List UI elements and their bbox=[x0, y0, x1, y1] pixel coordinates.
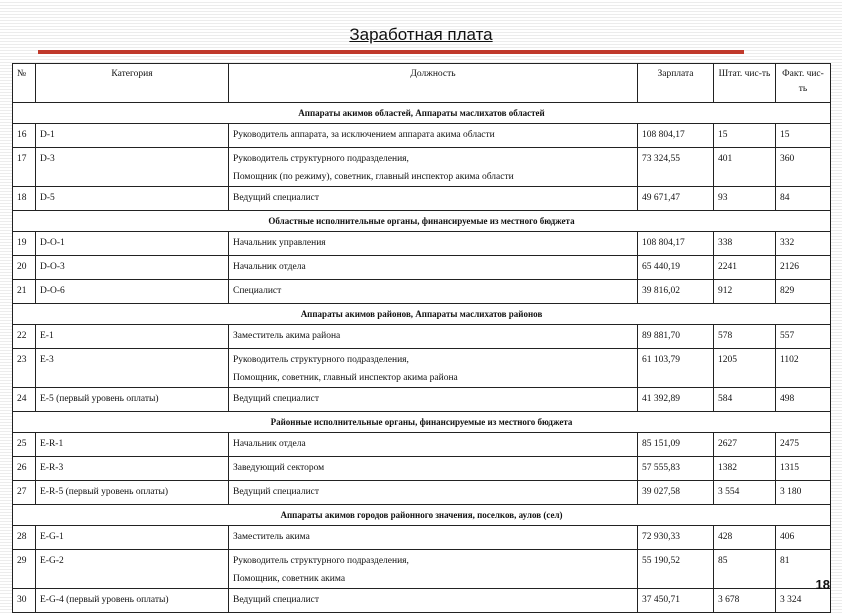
section-title: Аппараты акимов городов районного значения, поселков, аулов (сел) bbox=[13, 505, 831, 526]
row-category: E-R-3 bbox=[36, 457, 229, 481]
section-row bbox=[13, 412, 831, 433]
row-category: E-5 (первый уровень оплаты) bbox=[36, 388, 229, 412]
row-category: E-G-4 (первый уровень оплаты) bbox=[36, 589, 229, 613]
position-line: Заместитель акима bbox=[233, 532, 310, 542]
row-number: 21 bbox=[13, 280, 36, 304]
row-salary: 39 027,58 bbox=[638, 481, 714, 505]
position-line: Ведущий специалист bbox=[233, 193, 320, 203]
row-staff-count: 3 554 bbox=[714, 481, 776, 505]
row-actual-count: 360 bbox=[776, 148, 831, 187]
title-rule bbox=[38, 50, 744, 54]
row-category: D-O-6 bbox=[36, 280, 229, 304]
section-title: Аппараты акимов областей, Аппараты маслихатов областей bbox=[13, 103, 831, 124]
row-category: D-O-3 bbox=[36, 256, 229, 280]
section-title: Аппараты акимов районов, Аппараты маслихатов районов bbox=[13, 304, 831, 325]
row-position bbox=[229, 325, 638, 349]
row-staff-count: 1382 bbox=[714, 457, 776, 481]
table-row bbox=[13, 349, 831, 388]
row-number: 17 bbox=[13, 148, 36, 187]
row-salary: 39 816,02 bbox=[638, 280, 714, 304]
table-body bbox=[13, 103, 831, 613]
row-actual-count: 1315 bbox=[776, 457, 831, 481]
row-category: D-3 bbox=[36, 148, 229, 187]
position-line: Ведущий специалист bbox=[233, 394, 320, 404]
row-position bbox=[229, 481, 638, 505]
row-position bbox=[229, 187, 638, 211]
row-category: D-1 bbox=[36, 124, 229, 148]
row-salary: 89 881,70 bbox=[638, 325, 714, 349]
section-row bbox=[13, 505, 831, 526]
row-actual-count: 81 bbox=[776, 550, 831, 589]
table-row bbox=[13, 481, 831, 505]
row-position bbox=[229, 589, 638, 613]
row-staff-count: 2241 bbox=[714, 256, 776, 280]
row-salary: 108 804,17 bbox=[638, 232, 714, 256]
table-row bbox=[13, 148, 831, 187]
row-actual-count: 557 bbox=[776, 325, 831, 349]
position-line: Руководитель структурного подразделения, bbox=[233, 355, 409, 365]
row-actual-count: 3 324 bbox=[776, 589, 831, 613]
row-staff-count: 2627 bbox=[714, 433, 776, 457]
row-actual-count: 498 bbox=[776, 388, 831, 412]
table-row bbox=[13, 526, 831, 550]
row-staff-count: 85 bbox=[714, 550, 776, 589]
row-staff-count: 401 bbox=[714, 148, 776, 187]
row-salary: 57 555,83 bbox=[638, 457, 714, 481]
row-position bbox=[229, 256, 638, 280]
position-line: Специалист bbox=[233, 286, 282, 296]
row-staff-count: 912 bbox=[714, 280, 776, 304]
row-position bbox=[229, 550, 638, 589]
row-number: 28 bbox=[13, 526, 36, 550]
table-header-row bbox=[13, 64, 831, 103]
row-number: 29 bbox=[13, 550, 36, 589]
position-line: Заведующий сектором bbox=[233, 463, 325, 473]
row-category: D-5 bbox=[36, 187, 229, 211]
position-line: Помощник, советник акима bbox=[233, 574, 346, 584]
header-actual-count: Факт. чис-ть bbox=[776, 64, 831, 103]
row-staff-count: 338 bbox=[714, 232, 776, 256]
row-position bbox=[229, 280, 638, 304]
row-category: E-R-5 (первый уровень оплаты) bbox=[36, 481, 229, 505]
row-salary: 49 671,47 bbox=[638, 187, 714, 211]
position-line: Начальник отдела bbox=[233, 439, 306, 449]
row-number: 26 bbox=[13, 457, 36, 481]
table-row bbox=[13, 232, 831, 256]
table-row bbox=[13, 457, 831, 481]
row-category: E-G-1 bbox=[36, 526, 229, 550]
position-line: Ведущий специалист bbox=[233, 487, 320, 497]
header-category: Категория bbox=[36, 64, 229, 103]
section-row bbox=[13, 103, 831, 124]
row-position bbox=[229, 526, 638, 550]
row-number: 20 bbox=[13, 256, 36, 280]
position-line: Ведущий специалист bbox=[233, 595, 320, 605]
row-salary: 61 103,79 bbox=[638, 349, 714, 388]
position-line: Заместитель акима района bbox=[233, 331, 341, 341]
page-title: Заработная плата bbox=[349, 25, 493, 44]
row-number: 25 bbox=[13, 433, 36, 457]
table-row bbox=[13, 433, 831, 457]
header-salary: Зарплата bbox=[638, 64, 714, 103]
row-number: 18 bbox=[13, 187, 36, 211]
row-actual-count: 406 bbox=[776, 526, 831, 550]
row-position bbox=[229, 433, 638, 457]
row-actual-count: 829 bbox=[776, 280, 831, 304]
row-number: 30 bbox=[13, 589, 36, 613]
table-row bbox=[13, 325, 831, 349]
row-salary: 41 392,89 bbox=[638, 388, 714, 412]
row-salary: 37 450,71 bbox=[638, 589, 714, 613]
header-position: Должность bbox=[229, 64, 638, 103]
row-position bbox=[229, 349, 638, 388]
row-number: 23 bbox=[13, 349, 36, 388]
row-staff-count: 578 bbox=[714, 325, 776, 349]
row-position bbox=[229, 148, 638, 187]
salary-table bbox=[12, 63, 831, 613]
position-line: Начальник управления bbox=[233, 238, 326, 248]
row-position bbox=[229, 457, 638, 481]
row-staff-count: 584 bbox=[714, 388, 776, 412]
table-row bbox=[13, 124, 831, 148]
row-category: E-1 bbox=[36, 325, 229, 349]
header-number: № bbox=[13, 64, 36, 103]
row-salary: 65 440,19 bbox=[638, 256, 714, 280]
table-row bbox=[13, 589, 831, 613]
row-actual-count: 3 180 bbox=[776, 481, 831, 505]
position-line: Руководитель аппарата, за исключением аппарата акима области bbox=[233, 130, 495, 140]
table-row bbox=[13, 256, 831, 280]
row-salary: 85 151,09 bbox=[638, 433, 714, 457]
row-actual-count: 84 bbox=[776, 187, 831, 211]
table-row bbox=[13, 280, 831, 304]
header-staff-count: Штат. чис-ть bbox=[714, 64, 776, 103]
row-salary: 72 930,33 bbox=[638, 526, 714, 550]
page-number: 18 bbox=[815, 577, 830, 592]
position-line: Помощник, советник, главный инспектор акима района bbox=[233, 373, 458, 383]
row-position bbox=[229, 388, 638, 412]
row-salary: 55 190,52 bbox=[638, 550, 714, 589]
row-number: 16 bbox=[13, 124, 36, 148]
row-category: E-R-1 bbox=[36, 433, 229, 457]
row-staff-count: 15 bbox=[714, 124, 776, 148]
row-salary: 108 804,17 bbox=[638, 124, 714, 148]
row-number: 27 bbox=[13, 481, 36, 505]
row-staff-count: 428 bbox=[714, 526, 776, 550]
position-line: Руководитель структурного подразделения, bbox=[233, 154, 409, 164]
row-number: 19 bbox=[13, 232, 36, 256]
position-line: Помощник (по режиму), советник, главный инспектор акима области bbox=[233, 172, 514, 182]
row-position bbox=[229, 124, 638, 148]
section-title: Областные исполнительные органы, финансируемые из местного бюджета bbox=[13, 211, 831, 232]
row-actual-count: 2475 bbox=[776, 433, 831, 457]
row-staff-count: 3 678 bbox=[714, 589, 776, 613]
table-row bbox=[13, 187, 831, 211]
row-salary: 73 324,55 bbox=[638, 148, 714, 187]
row-category: E-3 bbox=[36, 349, 229, 388]
table-row bbox=[13, 550, 831, 589]
section-row bbox=[13, 304, 831, 325]
row-actual-count: 1102 bbox=[776, 349, 831, 388]
table-row bbox=[13, 388, 831, 412]
row-position bbox=[229, 232, 638, 256]
section-title: Районные исполнительные органы, финансируемые из местного бюджета bbox=[13, 412, 831, 433]
row-actual-count: 15 bbox=[776, 124, 831, 148]
position-line: Начальник отдела bbox=[233, 262, 306, 272]
row-category: D-O-1 bbox=[36, 232, 229, 256]
row-number: 24 bbox=[13, 388, 36, 412]
row-staff-count: 93 bbox=[714, 187, 776, 211]
position-line: Руководитель структурного подразделения, bbox=[233, 556, 409, 566]
row-staff-count: 1205 bbox=[714, 349, 776, 388]
row-category: E-G-2 bbox=[36, 550, 229, 589]
section-row bbox=[13, 211, 831, 232]
row-actual-count: 332 bbox=[776, 232, 831, 256]
row-number: 22 bbox=[13, 325, 36, 349]
row-actual-count: 2126 bbox=[776, 256, 831, 280]
